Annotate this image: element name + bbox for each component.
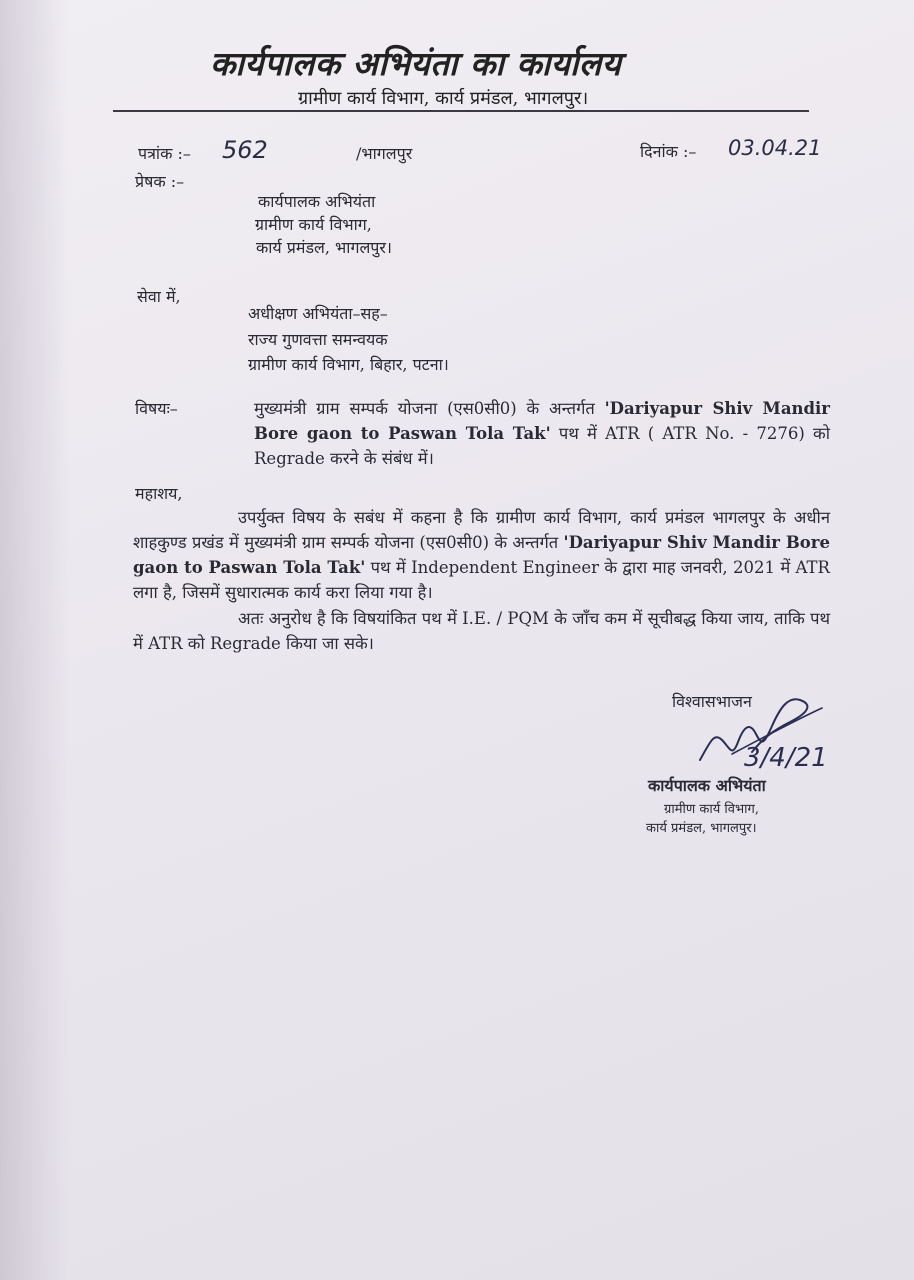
recipient-line: ग्रामीण कार्य विभाग, बिहार, पटना। <box>248 355 449 374</box>
recipient-label: सेवा में, <box>137 287 181 306</box>
patrank-number: 562 <box>222 136 268 164</box>
department-line: ग्रामीण कार्य विभाग, कार्य प्रमंडल, भागलपुर। <box>298 88 589 109</box>
recipient-line: राज्य गुणवत्ता समन्वयक <box>248 330 388 349</box>
valediction: विश्वासभाजन <box>672 692 752 711</box>
subject-road-name: 'Dariyapur Shiv Mandir Bore gaon to Paswan Tola Tak' <box>254 399 831 443</box>
date-value: 03.04.21 <box>728 136 822 160</box>
date-label: दिनांक :– <box>640 142 697 161</box>
recipient-line: अधीक्षण अभियंता–सह– <box>248 304 388 323</box>
header-divider <box>113 110 809 112</box>
patrank-label: पत्रांक :– <box>138 144 191 163</box>
sender-label: प्रेषक :– <box>135 172 185 191</box>
signatory-line: कार्य प्रमंडल, भागलपुर। <box>646 821 757 836</box>
subject-part1: मुख्यमंत्री ग्राम सम्पर्क योजना (एस0सी0) के अन्तर्गत <box>254 399 605 418</box>
sender-line: ग्रामीण कार्य विभाग, <box>255 215 372 234</box>
subject-label: विषयः– <box>135 399 178 418</box>
body-p1-part1: उपर्युक्त विषय के सबंध में कहना है कि ग्रामीण कार्य विभाग, कार्य प्रमंडल भागलपुर के अधीन शाहकुण्ड प्रखंड में मुख्यमंत्री ग्राम सम्पर्क योजना (एस0सी0) के अन्तर्गत <box>133 508 830 552</box>
sender-line: कार्यपालक अभियंता <box>258 192 376 211</box>
signatory-line: ग्रामीण कार्य विभाग, <box>664 802 759 817</box>
signatory-designation: कार्यपालक अभियंता <box>648 776 766 795</box>
office-title: कार्यपालक अभियंता का कार्यालय <box>210 44 622 83</box>
body-road-name: 'Dariyapur Shiv Mandir Bore gaon to Paswan Tola Tak' <box>133 533 830 577</box>
patrank-place: /भागलपुर <box>356 144 413 163</box>
page-shadow <box>0 0 70 1280</box>
body-paragraph-2: अतः अनुरोध है कि विषयांकित पथ में I.E. / PQM के जाँच कम में सूचीबद्ध किया जाय, ताकि पथ में ATR को Regrade किया जा सके। <box>133 609 830 653</box>
body-p1-part2: पथ में Independent Engineer के द्वारा माह जनवरी, 2021 में ATR लगा है, जिसमें सुधारात्मक कार्य करा लिया गया है। <box>133 558 830 602</box>
sender-line: कार्य प्रमंडल, भागलपुर। <box>256 238 392 257</box>
subject-text <box>254 396 830 471</box>
handwritten-signature <box>692 682 832 772</box>
signature-date: 3/4/21 <box>744 743 828 772</box>
subject-part2: पथ में ATR ( ATR No. - 7276) को Regrade करने के संबंध में। <box>254 424 830 468</box>
body-paragraph-1 <box>133 505 830 605</box>
salutation: महाशय, <box>135 484 183 503</box>
